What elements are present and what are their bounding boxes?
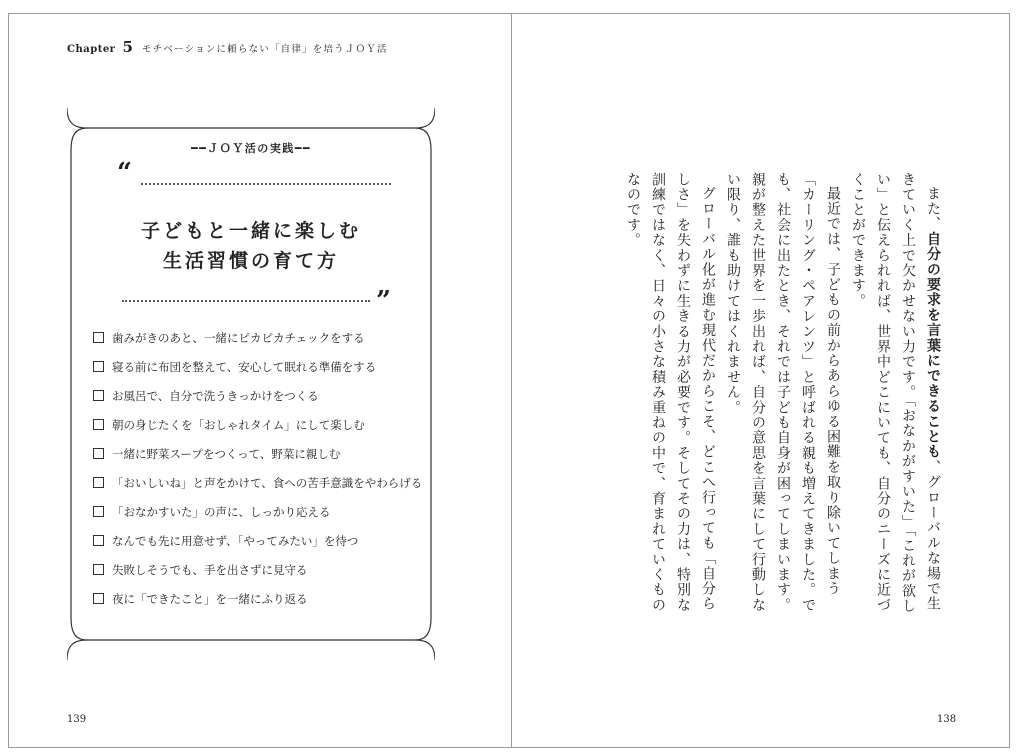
paragraph-1-rest: 、グローバルな場で生きていく上で欠かせない力です。「おなかがすいた」「これが欲しい」と伝えられれば、世界中どこにいても、自分のニーズに近づくことができます。 (850, 172, 941, 614)
checklist-item-text: 夜に「できたこと」を一緒にふり返る (112, 591, 308, 606)
label-rule-right: ━━ (294, 142, 311, 155)
box-title-line2: 生活習慣の育て方 (162, 250, 339, 272)
checkbox-icon (93, 477, 104, 488)
close-quote-icon: ” (376, 286, 391, 316)
book-spread (8, 13, 1010, 748)
dotted-rule-bottom (122, 300, 370, 302)
checklist-item-text: 「おいしいね」と声をかけて、食への苦手意識をやわらげる (112, 475, 423, 490)
checkbox-icon (93, 564, 104, 575)
paragraph-1 (845, 172, 945, 620)
checklist-item (93, 323, 422, 352)
checkbox-icon (93, 506, 104, 517)
paragraph-1-lead: また、 (925, 186, 941, 232)
checkbox-icon (93, 332, 104, 343)
practice-box (67, 108, 435, 660)
checkbox-icon (93, 448, 104, 459)
checkbox-icon (93, 593, 104, 604)
label-rule-left: ━━ (191, 142, 208, 155)
checklist-item (93, 555, 422, 584)
checklist-item (93, 584, 422, 613)
page-number-right: 138 (937, 714, 957, 725)
paragraph-1-emphasis: 自分の要求を言葉にできることも (925, 231, 941, 460)
checklist-item-text: 歯みがきのあと、一緒にピカピカチェックをする (112, 330, 365, 345)
checkbox-icon (93, 419, 104, 430)
chapter-header (67, 38, 388, 56)
paragraph-2: 最近では、子どもの前からあらゆる困難を取り除いてしまう「カーリング・ペアレンツ」と呼ばれる親も増えてきました。でも、社会に出たとき、それでは子ども自身が困ってしまいます。親が整えた世界を一歩出れば、自分の意思を言葉にして行動しない限り、誰も助けてはくれません。 (725, 172, 841, 613)
dotted-rule-top (141, 183, 391, 185)
checklist-item-text: お風呂で、自分で洗うきっかけをつくる (112, 388, 319, 403)
checklist-item-text: 一緒に野菜スープをつくって、野菜に親しむ (112, 446, 341, 461)
checklist-item (93, 352, 422, 381)
checklist-item-text: 朝の身じたくを「おしゃれタイム」にして楽しむ (112, 417, 365, 432)
chapter-title: モチベーションに頼らない「自律」を培うＪＯＹ活 (141, 44, 388, 55)
checklist-item (93, 381, 422, 410)
chapter-number: 5 (122, 38, 134, 56)
checklist-item (93, 439, 422, 468)
checklist-item-text: 「おなかすいた」の声に、しっかり応える (112, 504, 331, 519)
box-title-line1: 子どもと一緒に楽しむ (140, 220, 361, 242)
paragraph-3: グローバル化が進む現代だからこそ、どこへ行っても「自分らしさ」を失わずに生きる力が必要です。そしてその力は、特別な訓練ではなく、日々の小さな積み重ねの中で、育まれていくものなのです。 (625, 172, 716, 613)
checklist-item-text: 失敗しそうでも、手を出さずに見守る (112, 562, 308, 577)
section-label (67, 140, 435, 156)
section-label-text: ＪＯＹ活の実践 (207, 142, 295, 155)
checkbox-icon (93, 535, 104, 546)
checklist-item (93, 526, 422, 555)
chapter-label: Chapter (67, 44, 116, 55)
box-title (67, 216, 435, 276)
checklist-item-text: 寝る前に布団を整えて、安心して眠れる準備をする (112, 359, 377, 374)
checkbox-icon (93, 390, 104, 401)
habit-checklist (93, 323, 422, 613)
page-number-left: 139 (67, 714, 87, 725)
checklist-item (93, 468, 422, 497)
checklist-item (93, 410, 422, 439)
open-quote-icon: “ (117, 158, 132, 188)
checklist-item (93, 497, 422, 526)
checkbox-icon (93, 361, 104, 372)
page-gutter (511, 14, 512, 747)
checklist-item-text: なんでも先に用意せず、「やってみたい」を待つ (112, 533, 359, 548)
body-text (620, 172, 945, 620)
